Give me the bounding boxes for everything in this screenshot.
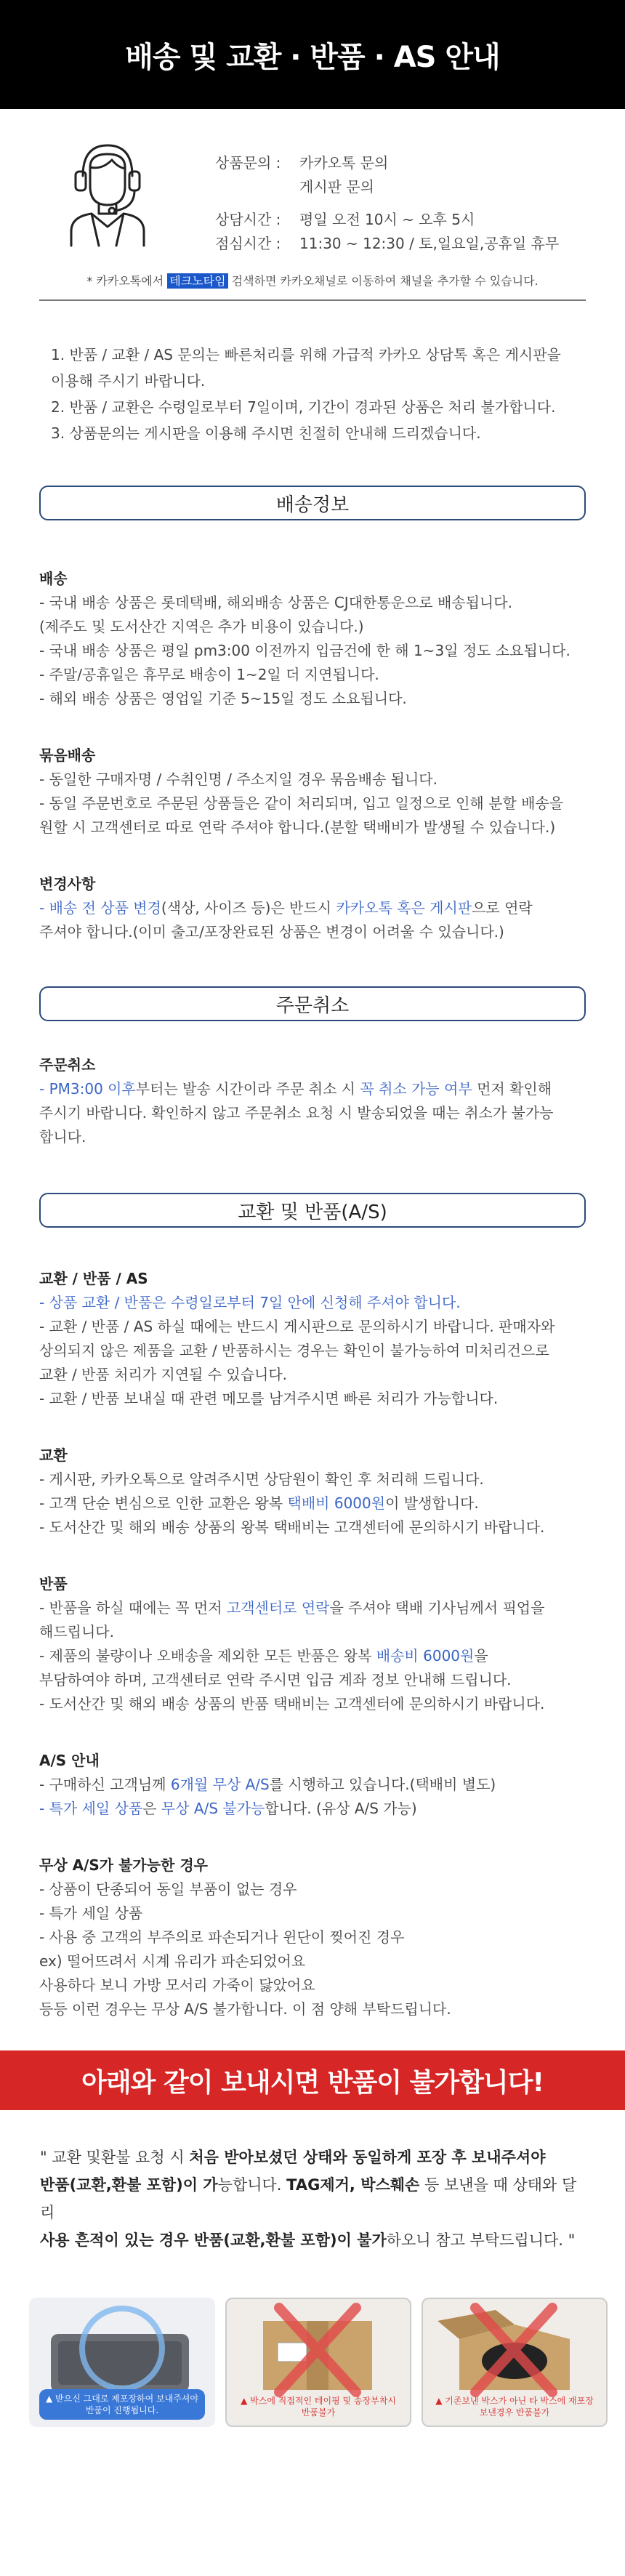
cancel-highlight-2: 꼭 취소 가능 여부 [360, 1080, 472, 1098]
exchange-title: 교환 [39, 1446, 68, 1464]
delivery-line: - 주말/공휴일은 휴무로 배송이 1~2일 더 지연됩니다. [39, 666, 379, 683]
free-as-line: 사용하다 보니 가방 모서리 가죽이 닳았어요 [39, 1976, 315, 1994]
delivery-line: (제주도 및 도서산간 지역은 추가 비용이 있습니다.) [39, 618, 364, 635]
example-taped-box [225, 2298, 411, 2427]
exchange-line-1: - 게시판, 카카오톡으로 알려주시면 상담원이 확인 후 처리해 드립니다. [39, 1470, 484, 1488]
cancel-highlight-1: - PM3:00 이후 [39, 1080, 136, 1098]
return-quote [0, 2144, 625, 2254]
shipping-content [0, 567, 625, 944]
as-not-free: 무상 A/S 불가능 [161, 1800, 265, 1817]
kakao-note-suffix: 검색하면 카카오채널로 이동하여 채널을 추가할 수 있습니다. [227, 274, 539, 288]
exchange-content [0, 1267, 625, 2021]
change-highlight-1: - 배송 전 상품 변경 [39, 899, 161, 917]
divider [39, 299, 586, 301]
cancel-text-end: 먼저 확인해 [472, 1080, 552, 1098]
as-text: - 구매하신 고객님께 [39, 1776, 171, 1793]
hours-label: 상담시간 : [215, 211, 281, 228]
quote-bold: 처음 받아보셨던 상태와 동일하게 포장 후 보내주셔야 [189, 2149, 546, 2166]
quote-bold: 반품(교환,환불 포함)이 가 [40, 2176, 218, 2194]
quote-line-1 [40, 2144, 585, 2171]
exchange-text-end: 이 발생합니다. [385, 1494, 479, 1512]
notice-line: 1. 반품 / 교환 / AS 문의는 빠른처리를 위해 가급적 카카오 상담톡 혹은 게시판을 [51, 346, 561, 363]
lunch-label: 점심시간 : [215, 235, 281, 252]
as-line-1 [39, 1773, 586, 1797]
product-inquiry-label: 상품문의 : [215, 154, 281, 172]
change-highlight-2: 카카오톡 혹은 게시판 [336, 899, 472, 917]
quote-text: 등 보낸을 때 상태와 달리 [40, 2176, 577, 2221]
free-as-title: 무상 A/S가 불가능한 경우 [39, 1856, 208, 1874]
change-text-end: 으로 연락 [472, 899, 533, 917]
cancel-text: 부터는 발송 시간이라 주문 취소 시 [135, 1080, 360, 1098]
as-title: A/S 안내 [39, 1752, 100, 1769]
cancel-line-1 [39, 1077, 586, 1101]
delivery-line: - 국내 배송 상품은 롯데택배, 해외배송 상품은 CJ대한통운으로 배송됩니다. [39, 594, 512, 611]
free-as-line: ex) 떨어뜨려서 시계 유리가 파손되었어요 [39, 1952, 306, 1970]
refund-fee: 배송비 6000원 [376, 1647, 475, 1665]
return-examples [0, 2298, 625, 2427]
refund-text-end: 을 주셔야 택배 기사님께서 픽업을 [329, 1599, 545, 1617]
section-header-shipping: 배송정보 [39, 486, 586, 520]
cancel-line-3: 합니다. [39, 1128, 86, 1146]
different-box-image [423, 2299, 606, 2401]
quote-text: " 교환 및환불 요청 시 [40, 2149, 190, 2166]
free-as-line: - 특가 세일 상품 [39, 1904, 143, 1922]
section-header-exchange: 교환 및 반품(A/S) [39, 1193, 586, 1228]
exchange-line-2 [39, 1492, 586, 1516]
as-sale-item: - 특가 세일 상품 [39, 1800, 143, 1817]
warning-title: 아래와 같이 보내시면 반품이 불가합니다! [81, 2067, 544, 2098]
refund-text: - 반품을 하실 때에는 꼭 먼저 [39, 1599, 227, 1617]
refund-line-3 [39, 1644, 586, 1668]
free-as-line: 등등 이런 경우는 무상 A/S 불가합니다. 이 점 양해 부탁드립니다. [39, 2000, 451, 2018]
bundle-line: 원할 시 고객센터로 따로 연락 주셔야 합니다.(분할 택배비가 발생될 수 있습니다.) [39, 818, 556, 836]
warning-banner [0, 2050, 625, 2110]
page-title: 배송 및 교환 · 반품 · AS 안내 [125, 40, 500, 74]
exchange-text: - 고객 단순 변심으로 인한 교환은 왕복 [39, 1494, 288, 1512]
contact-info [0, 109, 625, 309]
product-inquiry-line-2: 게시판 문의 [299, 178, 374, 196]
cancel-title: 주문취소 [39, 1056, 96, 1074]
as-text: 은 [142, 1800, 161, 1817]
notice-line: 3. 상품문의는 게시판을 이용해 주시면 친절히 안내해 드리겠습니다. [51, 424, 481, 442]
example-caption: ▲ 받으신 그대로 제포장하여 보내주셔야 반품이 진행됩니다. [39, 2389, 205, 2420]
example-different-box [422, 2298, 608, 2427]
section-header-cancel: 주문취소 [39, 986, 586, 1021]
taped-box-image [227, 2299, 410, 2401]
bundle-title: 묶음배송 [39, 746, 96, 764]
delivery-title: 배송 [39, 570, 68, 587]
example-caption: ▲ 기존보낸 박스가 아닌 타 박스에 재포장 보낸경우 반품불가 [435, 2396, 594, 2418]
exchange-line-3: - 도서산간 및 해외 배송 상품의 왕복 택배비는 고객센터에 문의하시기 바랍니다. [39, 1518, 545, 1536]
return-line: 교환 / 반품 처리가 지연될 수 있습니다. [39, 1366, 288, 1383]
free-as-line: - 상품이 단종되어 동일 부품이 없는 경우 [39, 1880, 297, 1898]
refund-text-end: 을 [474, 1647, 488, 1665]
as-line-2 [39, 1797, 586, 1821]
change-text: (색상, 사이즈 등)은 반드시 [161, 899, 336, 917]
contact-details [215, 151, 559, 256]
as-warranty: 6개월 무상 A/S [170, 1776, 270, 1793]
change-line-1 [39, 896, 586, 920]
customer-service-agent-icon [67, 138, 148, 247]
refund-line-2: 해드립니다. [39, 1623, 114, 1641]
hours-value: 평일 오전 10시 ~ 오후 5시 [299, 211, 475, 228]
as-text-end: 합니다. (유상 A/S 가능) [265, 1800, 417, 1817]
refund-line-5: - 도서산간 및 해외 배송 상품의 반품 택배비는 고객센터에 문의하시기 바랍니다. [39, 1695, 545, 1712]
notice-line: 2. 반품 / 교환은 수령일로부터 7일이며, 기간이 경과된 상품은 처리 불가합니다. [51, 398, 556, 416]
refund-highlight: 고객센터로 연락 [226, 1599, 330, 1617]
notice-line: 이용해 주시기 바랍니다. [51, 372, 206, 390]
free-as-line: - 사용 중 고객의 부주의로 파손되거나 윈단이 찢어진 경우 [39, 1928, 405, 1946]
delivery-line: - 국내 배송 상품은 평일 pm3:00 이전까지 입금건에 한 해 1~3일 정도 소요됩니다. [39, 642, 570, 659]
return-line: - 교환 / 반품 / AS 하실 때에는 반드시 게시판으로 문의하시기 바랍니다. 판매자와 [39, 1318, 555, 1335]
sealed-package-image [29, 2298, 215, 2399]
quote-text: 하오니 참고 부탁드립니다. " [386, 2231, 576, 2249]
header-bar [0, 0, 625, 109]
example-correct-packaging [29, 2298, 215, 2427]
exchange-fee: 택배비 6000원 [287, 1494, 386, 1512]
quote-line-3 [40, 2226, 585, 2254]
as-text-end: 를 시행하고 있습니다.(택배비 별도) [269, 1776, 496, 1793]
refund-line-4: 부담하여야 하며, 고객센터로 연락 주시면 입금 계좌 정보 안내해 드립니다. [39, 1671, 512, 1689]
change-title: 변경사항 [39, 875, 96, 893]
return-line: 상의되지 않은 제품을 교환 / 반품하시는 경우는 확인이 불가능하여 미처리건으로 [39, 1342, 549, 1359]
refund-line-1 [39, 1596, 586, 1620]
refund-text: - 제품의 불량이나 오배송을 제외한 모든 반품은 왕복 [39, 1647, 376, 1665]
quote-bold: TAG제거, 박스훼손 [286, 2176, 420, 2194]
quote-bold: 사용 흔적이 있는 경우 반품(교환,환불 포함)이 불가 [40, 2231, 387, 2249]
kakao-note [0, 272, 625, 289]
return-highlight: - 상품 교환 / 반품은 수령일로부터 7일 안에 신청해 주셔야 합니다. [39, 1294, 461, 1311]
kakao-note-prefix: * 카카오톡에서 [86, 274, 168, 288]
quote-text: 능합니다. [217, 2176, 287, 2194]
delivery-line: - 해외 배송 상품은 영업일 기준 5~15일 정도 소요됩니다. [39, 690, 407, 707]
return-line: - 교환 / 반품 보내실 때 관련 메모를 남겨주시면 빠른 처리가 가능합니다. [39, 1390, 499, 1407]
product-inquiry-line-1: 카카오톡 문의 [299, 154, 389, 172]
kakao-search-keyword: 테크노타임 [167, 273, 227, 289]
refund-title: 반품 [39, 1575, 68, 1593]
bundle-line: - 동일한 구매자명 / 수취인명 / 주소지일 경우 묶음배송 됩니다. [39, 770, 438, 788]
cancel-line-2: 주시기 바랍니다. 확인하지 않고 주문취소 요청 시 발송되었을 때는 취소가 불가능 [39, 1104, 554, 1122]
example-caption: ▲ 박스에 직접적인 테이핑 및 송장부착시 반품불가 [241, 2396, 396, 2418]
lunch-value: 11:30 ~ 12:30 / 토,일요일,공휴일 휴무 [299, 235, 560, 252]
cancel-content [0, 1053, 625, 1149]
quote-line-2 [40, 2171, 585, 2226]
notice-list [0, 309, 625, 446]
change-line-2: 주셔야 합니다.(이미 출고/포장완료된 상품은 변경이 어려울 수 있습니다.) [39, 923, 504, 941]
return-title: 교환 / 반품 / AS [39, 1270, 148, 1287]
bundle-line: - 동일 주문번호로 주문된 상품들은 같이 처리되며, 입고 일정으로 인해 분할 배송을 [39, 794, 564, 812]
